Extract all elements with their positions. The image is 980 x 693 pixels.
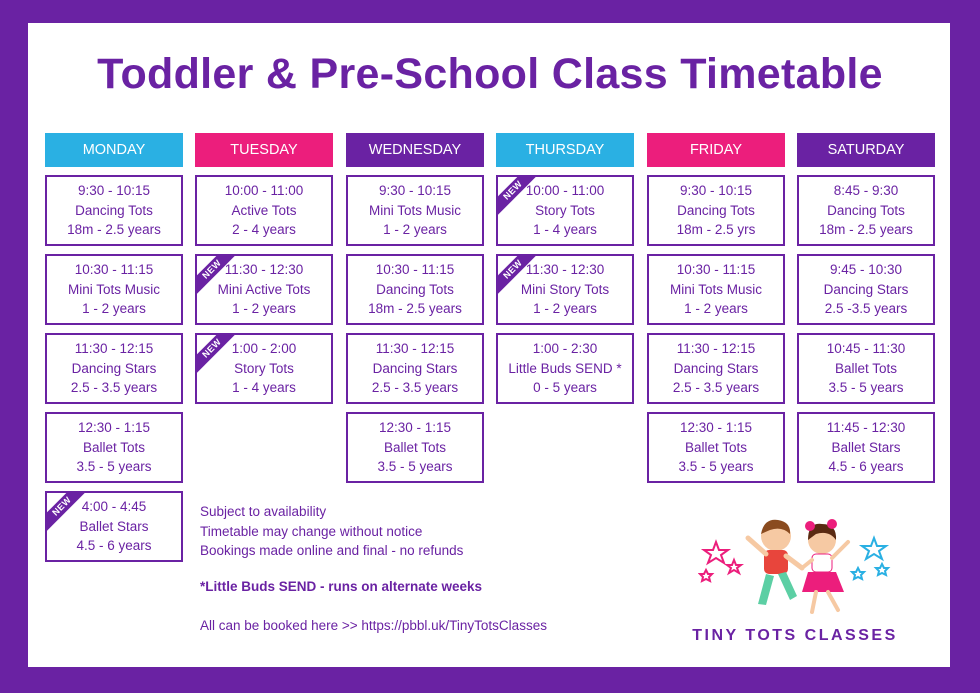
class-age: 18m - 2.5 yrs	[676, 222, 756, 238]
class-time: 11:30 - 12:15	[676, 341, 756, 357]
class-card	[496, 254, 634, 325]
class-age: 1 - 2 years	[82, 301, 146, 317]
dancing-kids-illustration	[698, 512, 898, 622]
class-time: 9:30 - 10:15	[679, 183, 753, 199]
class-card	[195, 254, 333, 325]
class-name: Mini Story Tots	[520, 281, 610, 297]
class-card	[195, 175, 333, 246]
day-header-wednesday: WEDNESDAY	[346, 133, 484, 167]
class-age: 1 - 4 years	[232, 380, 296, 396]
class-time: 4:00 - 4:45	[81, 499, 147, 515]
class-time: 1:00 - 2:00	[231, 341, 297, 357]
class-age: 2 - 4 years	[232, 222, 296, 238]
day-header-monday: MONDAY	[45, 133, 183, 167]
note-send: *Little Buds SEND - runs on alternate weeks	[200, 579, 483, 594]
class-card	[45, 333, 183, 404]
class-time: 11:30 - 12:15	[74, 341, 154, 357]
class-time: 10:30 - 11:15	[74, 262, 154, 278]
class-card	[496, 175, 634, 246]
star-icon	[727, 560, 741, 573]
day-header-thursday: THURSDAY	[496, 133, 634, 167]
class-card	[797, 333, 935, 404]
class-name: Story Tots	[535, 202, 595, 218]
class-name: Ballet Tots	[383, 439, 447, 455]
new-ribbon: NEW	[496, 254, 544, 300]
class-card	[346, 254, 484, 325]
class-age: 18m - 2.5 years	[368, 301, 462, 317]
class-name: Dancing Tots	[677, 202, 755, 218]
note-change: Timetable may change without notice	[200, 523, 423, 539]
class-name: Ballet Stars	[79, 518, 149, 534]
class-name: Active Tots	[231, 202, 297, 218]
class-age: 3.5 - 5 years	[678, 459, 754, 475]
new-ribbon: NEW	[195, 254, 243, 300]
note-booking: All can be booked here >> https://pbbl.uk/TinyTotsClasses	[200, 618, 547, 633]
class-name: Ballet Tots	[834, 360, 898, 376]
class-card	[496, 333, 634, 404]
class-name: Mini Tots Music	[67, 281, 161, 297]
class-time: 12:30 - 1:15	[77, 420, 151, 436]
class-age: 3.5 - 5 years	[76, 459, 152, 475]
page-title: Toddler & Pre-School Class Timetable	[97, 50, 883, 98]
class-time: 11:30 - 12:30	[224, 262, 304, 278]
class-name: Dancing Tots	[75, 202, 153, 218]
notes-block	[200, 502, 463, 561]
class-card	[797, 412, 935, 483]
day-header-saturday: SATURDAY	[797, 133, 935, 167]
class-time: 12:30 - 1:15	[378, 420, 452, 436]
class-name: Ballet Tots	[82, 439, 146, 455]
new-ribbon: NEW	[45, 491, 93, 537]
class-card	[45, 412, 183, 483]
class-age: 2.5 - 3.5 years	[371, 380, 459, 396]
class-name: Dancing Stars	[823, 281, 909, 297]
class-age: 1 - 2 years	[684, 301, 748, 317]
class-card	[647, 254, 785, 325]
class-age: 1 - 2 years	[232, 301, 296, 317]
class-time: 11:45 - 12:30	[826, 420, 906, 436]
class-age: 2.5 -3.5 years	[824, 301, 908, 317]
class-time: 8:45 - 9:30	[833, 183, 899, 199]
class-age: 18m - 2.5 years	[67, 222, 161, 238]
class-age: 1 - 4 years	[533, 222, 597, 238]
boy-figure	[748, 520, 802, 605]
class-card	[45, 491, 183, 562]
class-age: 2.5 - 3.5 years	[672, 380, 760, 396]
class-time: 11:30 - 12:30	[525, 262, 605, 278]
note-refunds: Bookings made online and final - no refunds	[200, 543, 464, 558]
girl-figure	[802, 519, 848, 612]
class-name: Little Buds SEND *	[508, 360, 622, 376]
class-name: Mini Active Tots	[217, 281, 311, 297]
class-time: 10:00 - 11:00	[525, 183, 605, 199]
class-name: Story Tots	[234, 360, 294, 376]
note-availability: Subject to availability	[200, 504, 327, 519]
class-name: Ballet Tots	[684, 439, 748, 455]
class-age: 3.5 - 5 years	[377, 459, 453, 475]
class-card	[45, 175, 183, 246]
class-card	[797, 175, 935, 246]
class-age: 1 - 2 years	[383, 222, 447, 238]
class-name: Mini Tots Music	[669, 281, 763, 297]
class-time: 10:30 - 11:15	[676, 262, 756, 278]
class-age: 4.5 - 6 years	[76, 538, 152, 554]
class-name: Dancing Stars	[372, 360, 458, 376]
class-card	[647, 412, 785, 483]
class-time: 10:30 - 11:15	[375, 262, 455, 278]
class-age: 3.5 - 5 years	[828, 380, 904, 396]
class-time: 1:00 - 2:30	[532, 341, 598, 357]
class-age: 4.5 - 6 years	[828, 459, 904, 475]
class-card	[346, 333, 484, 404]
star-icon	[852, 568, 864, 579]
class-time: 11:30 - 12:15	[375, 341, 455, 357]
class-age: 0 - 5 years	[533, 380, 597, 396]
class-time: 9:45 - 10:30	[829, 262, 903, 278]
star-icon	[700, 570, 712, 581]
class-time: 12:30 - 1:15	[679, 420, 753, 436]
class-name: Ballet Stars	[831, 439, 901, 455]
class-time: 9:30 - 10:15	[378, 183, 452, 199]
day-header-friday: FRIDAY	[647, 133, 785, 167]
star-icon	[862, 538, 886, 559]
class-age: 1 - 2 years	[533, 301, 597, 317]
class-time: 10:45 - 11:30	[826, 341, 906, 357]
class-card	[195, 333, 333, 404]
star-icon	[876, 564, 888, 575]
class-card	[647, 175, 785, 246]
class-card	[346, 175, 484, 246]
class-card	[45, 254, 183, 325]
class-card	[647, 333, 785, 404]
class-name: Dancing Tots	[376, 281, 454, 297]
class-name: Dancing Stars	[71, 360, 157, 376]
class-time: 9:30 - 10:15	[77, 183, 151, 199]
new-ribbon: NEW	[195, 333, 243, 379]
star-icon	[704, 542, 728, 563]
class-age: 2.5 - 3.5 years	[70, 380, 158, 396]
class-time: 10:00 - 11:00	[224, 183, 304, 199]
class-name: Dancing Tots	[827, 202, 905, 218]
new-ribbon: NEW	[496, 175, 544, 221]
class-card	[346, 412, 484, 483]
class-age: 18m - 2.5 years	[819, 222, 913, 238]
class-name: Mini Tots Music	[368, 202, 462, 218]
day-header-tuesday: TUESDAY	[195, 133, 333, 167]
class-name: Dancing Stars	[673, 360, 759, 376]
brand-name: TINY TOTS CLASSES	[692, 627, 898, 644]
class-card	[797, 254, 935, 325]
